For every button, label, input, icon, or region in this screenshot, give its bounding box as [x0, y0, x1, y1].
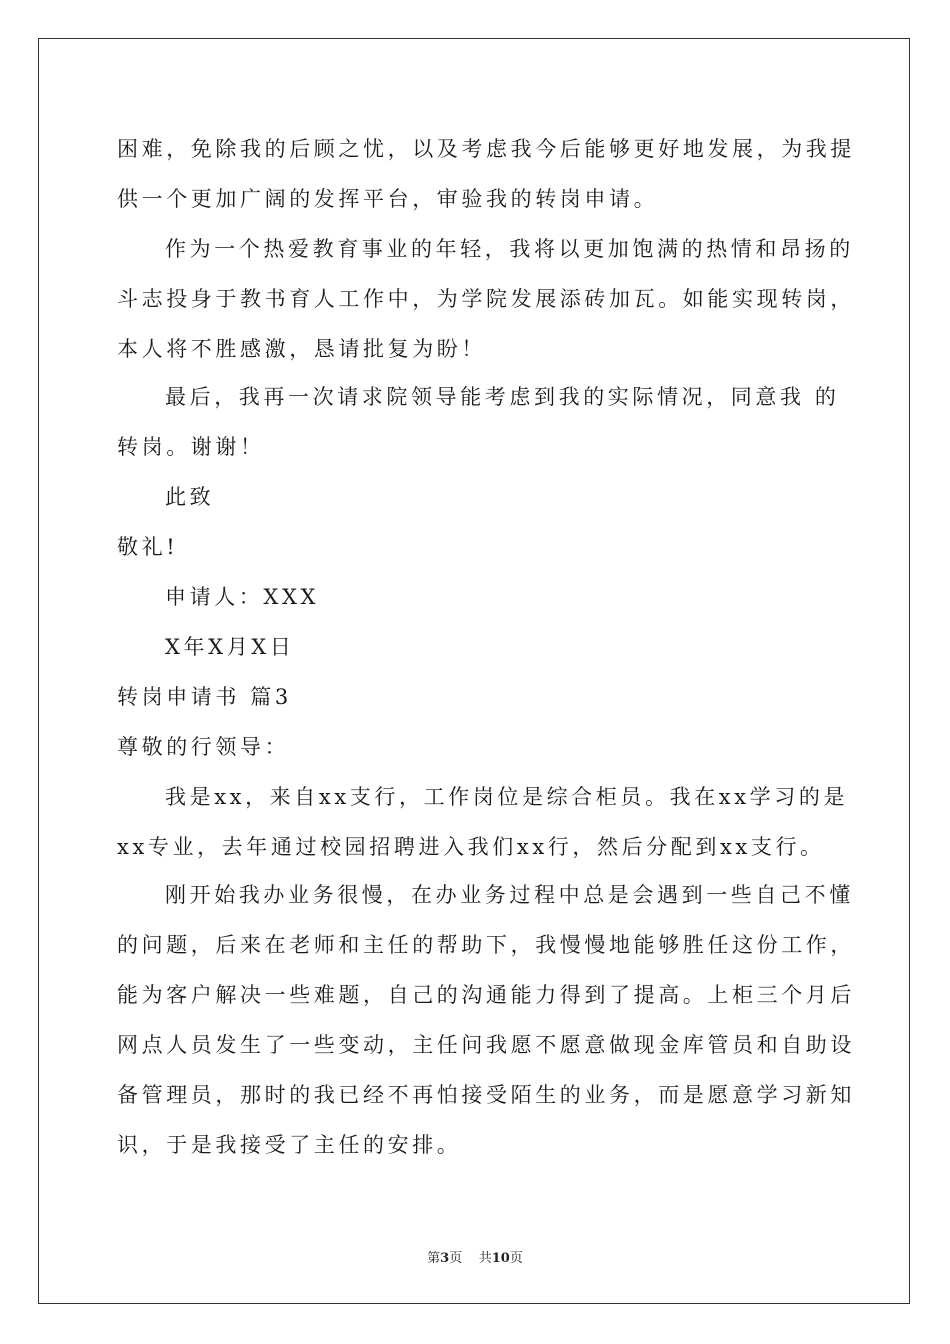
applicant-signature: 申请人：XXX — [165, 585, 320, 609]
signature-date: X年X月X日 — [165, 635, 295, 659]
body-line: 作为一个热爱教育事业的年轻，我将以更加饱满的热情和昂扬的 — [165, 237, 854, 261]
page-border — [38, 38, 910, 1304]
body-line: xx专业，去年通过校园招聘进入我们xx行，然后分配到xx支行。 — [117, 835, 825, 859]
page-footer — [0, 1247, 950, 1266]
body-line: 的问题，后来在老师和主任的帮助下，我慢慢地能够胜任这份工作， — [117, 933, 855, 957]
body-line: 最后，我再一次请求院领导能考虑到我的实际情况，同意我 的 — [165, 385, 840, 409]
body-line: 能为客户解决一些难题，自己的沟通能力得到了提高。上柜三个月后 — [117, 983, 855, 1007]
page-indicator: 第3页 — [427, 1251, 463, 1266]
section-title: 转岗申请书 篇3 — [117, 685, 292, 709]
closing-salutation: 此致 — [165, 485, 215, 509]
body-line: 识，于是我接受了主任的安排。 — [117, 1133, 462, 1157]
total-pages-indicator: 共10页 — [478, 1251, 523, 1266]
body-line: 备管理员，那时的我已经不再怕接受陌生的业务，而是愿意学习新知 — [117, 1083, 855, 1107]
body-line: 供一个更加广阔的发挥平台，审验我的转岗申请。 — [117, 187, 659, 211]
body-line: 网点人员发生了一些变动，主任问我愿不愿意做现金库管员和自助设 — [117, 1033, 855, 1057]
body-line: 斗志投身于教书育人工作中，为学院发展添砖加瓦。如能实现转岗， — [117, 287, 855, 311]
body-line: 转岗。谢谢！ — [117, 435, 265, 459]
body-line: 我是xx，来自xx支行，工作岗位是综合柜员。我在xx学习的是 — [165, 785, 849, 809]
body-line: 刚开始我办业务很慢，在办业务过程中总是会遇到一些自己不懂 — [165, 883, 854, 907]
closing-regards: 敬礼! — [117, 535, 179, 559]
greeting: 尊敬的行领导： — [117, 735, 290, 759]
body-line: 困难，免除我的后顾之忧，以及考虑我今后能够更好地发展，为我提 — [117, 137, 855, 161]
body-line: 本人将不胜感激，恳请批复为盼！ — [117, 337, 486, 361]
